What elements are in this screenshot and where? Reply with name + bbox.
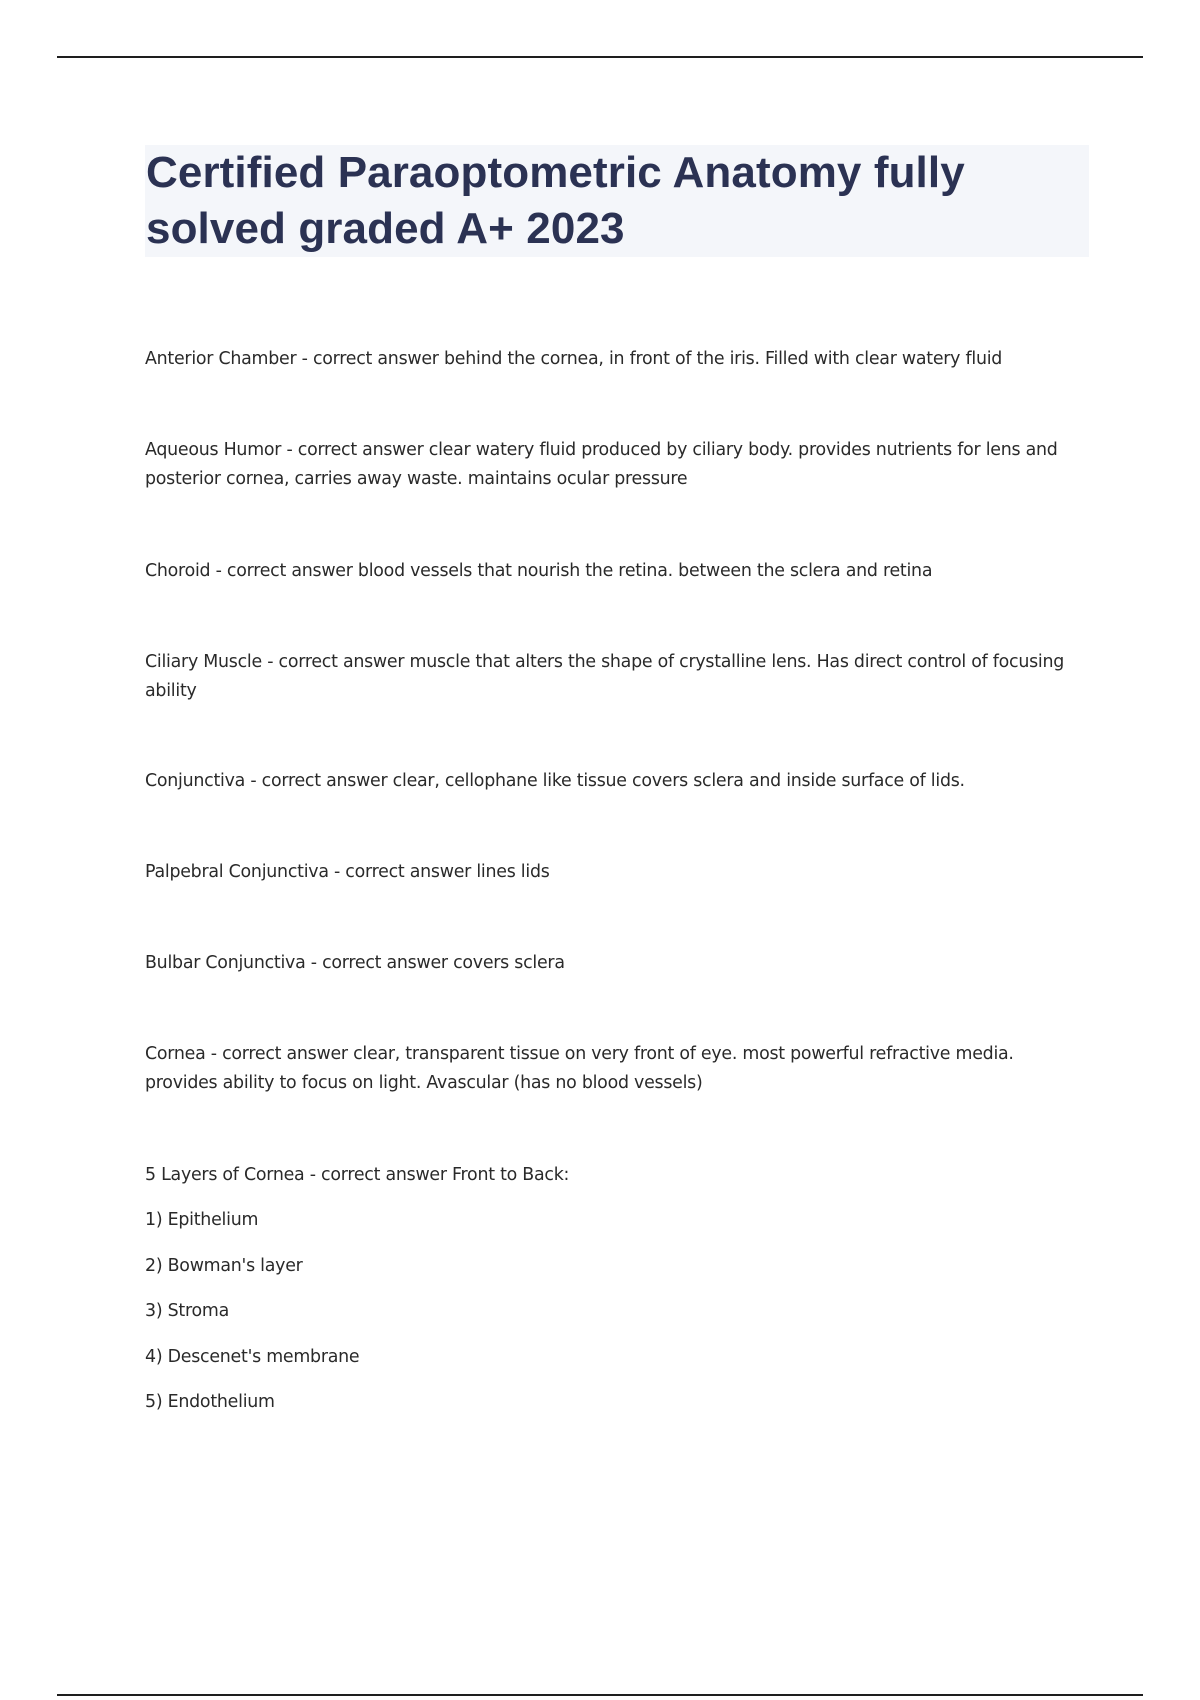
document-title: Certified Paraoptometric Anatomy fully solved graded A+ 2023 [146, 148, 965, 253]
entry-cornea-layers: 5 Layers of Cornea - correct answer Front to Back: [145, 1165, 570, 1185]
entry-anterior-chamber: Anterior Chamber - correct answer behind the cornea, in front of the iris. Filled with clear watery fluid [145, 349, 1003, 369]
footer-rule [57, 1694, 1143, 1696]
list-item: 5) Endothelium [145, 1392, 275, 1412]
entry-aqueous-humor: Aqueous Humor - correct answer clear watery fluid produced by ciliary body. provides nutrients for lens and posterior cornea, carries away waste. maintains ocular pressure [145, 440, 1058, 489]
entry-conjunctiva: Conjunctiva - correct answer clear, cellophane like tissue covers sclera and inside surface of lids. [145, 771, 965, 791]
entry-cornea: Cornea - correct answer clear, transparent tissue on very front of eye. most powerful refractive media. provides ability to focus on light. Avascular (has no blood vessels) [145, 1044, 1014, 1093]
list-item: 3) Stroma [145, 1301, 229, 1321]
entry-ciliary-muscle: Ciliary Muscle - correct answer muscle that alters the shape of crystalline lens. Has direct control of focusing ability [145, 652, 1065, 701]
entry-choroid: Choroid - correct answer blood vessels that nourish the retina. between the sclera and retina [145, 561, 933, 581]
list-item: 1) Epithelium [145, 1210, 259, 1230]
title-block [145, 145, 1089, 257]
entry-bulbar-conjunctiva: Bulbar Conjunctiva - correct answer covers sclera [145, 953, 565, 973]
header-rule [57, 56, 1143, 58]
list-item: 4) Descenet's membrane [145, 1347, 360, 1367]
list-item: 2) Bowman's layer [145, 1256, 303, 1276]
entry-palpebral-conjunctiva: Palpebral Conjunctiva - correct answer lines lids [145, 862, 550, 882]
